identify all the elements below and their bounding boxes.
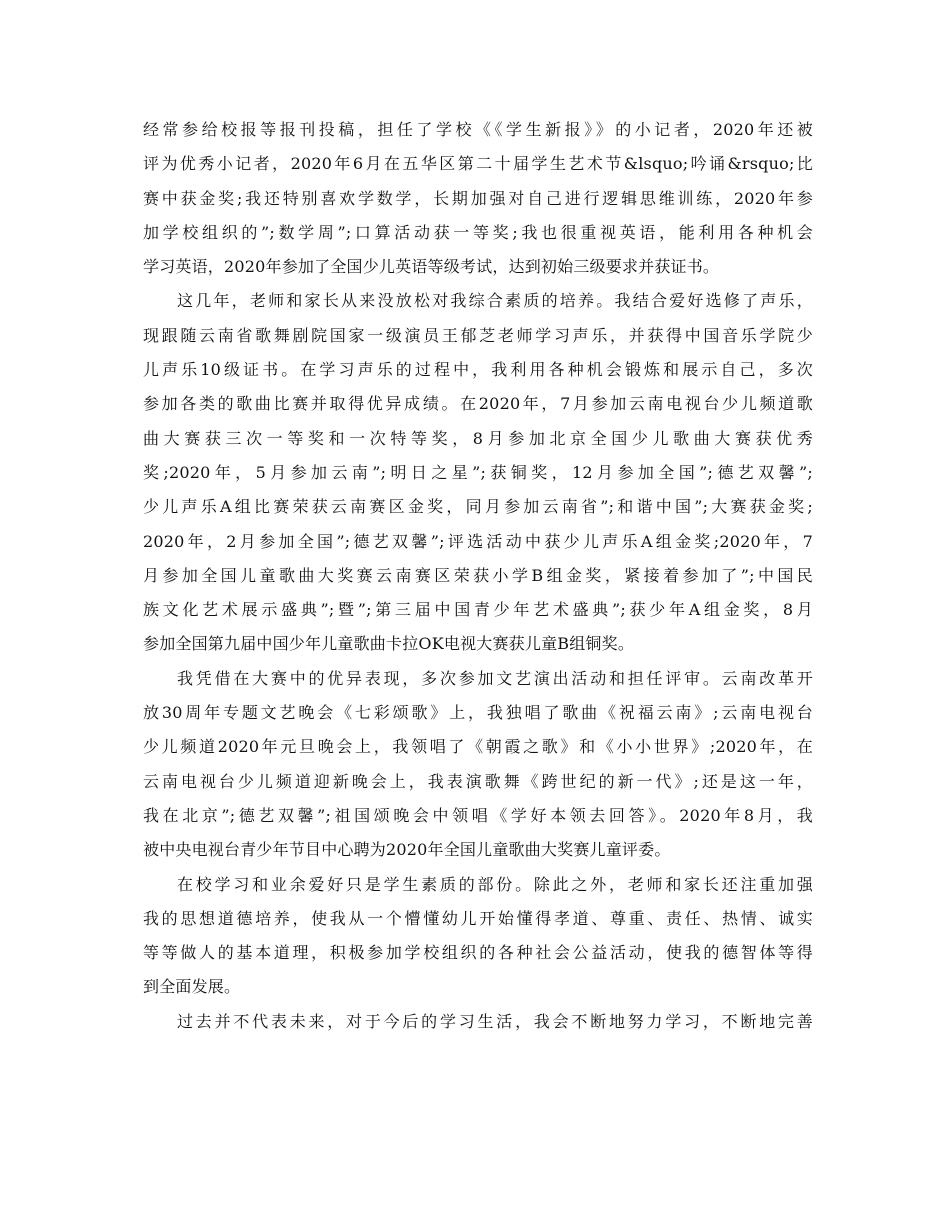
text-line: 被中央电视台青少年节目中心聘为2020年全国儿童歌曲大奖赛儿童评委。: [143, 840, 671, 860]
text-line: 云南电视台少儿频道迎新晚会上，我表演歌舞《跨世纪的新一代》;还是这一年，: [143, 771, 813, 791]
paragraph: [143, 662, 813, 868]
text-line: 族文化艺术展示盛典”;暨”;第三届中国青少年艺术盛典”;获少年A组金奖，8月: [143, 600, 813, 620]
document-body: [143, 113, 813, 1039]
paragraph: [143, 113, 813, 284]
text-line: 经常参给校报等报刊投稿，担任了学校《《学生新报》》的小记者，2020年还被: [143, 120, 813, 139]
paragraph: [143, 868, 813, 1005]
text-line: 儿声乐10级证书。在学习声乐的过程中，我利用各种机会锻炼和展示自己，多次: [143, 360, 813, 380]
text-line: 现跟随云南省歌舞剧院国家一级演员王郁芝老师学习声乐，并获得中国音乐学院少: [143, 325, 813, 345]
text-line: 曲大赛获三次一等奖和一次特等奖，8月参加北京全国少儿歌曲大赛获优秀: [143, 428, 813, 448]
text-line: 奖;2020年，5月参加云南”;明日之星”;获铜奖，12月参加全国”;德艺双馨”;: [143, 462, 813, 482]
text-line: 少儿频道2020年元旦晚会上，我领唱了《朝霞之歌》和《小小世界》;2020年，在: [143, 737, 813, 757]
text-line: 在校学习和业余爱好只是学生素质的部份。除此之外，老师和家长还注重加强: [177, 874, 813, 894]
text-line: 等等做人的基本道理，积极参加学校组织的各种社会公益活动，使我的德智体等得: [143, 943, 813, 963]
text-line: 评为优秀小记者，2020年6月在五华区第二十届学生艺术节&lsquo;吟诵&rsquo;比: [143, 154, 813, 174]
text-line: 参加全国第九届中国少年儿童歌曲卡拉OK电视大赛获儿童B组铜奖。: [143, 634, 635, 654]
text-line: 放30周年专题文艺晚会《七彩颂歌》上，我独唱了歌曲《祝福云南》;云南电视台: [143, 703, 813, 723]
text-line: 加学校组织的”;数学周”;口算活动获一等奖;我也很重视英语，能利用各种机会: [143, 222, 813, 242]
text-line: 月参加全国儿童歌曲大奖赛云南赛区荣获小学B组金奖，紧接着参加了”;中国民: [143, 565, 813, 585]
text-line: 我凭借在大赛中的优异表现，多次参加文艺演出活动和担任评审。云南改革开: [177, 668, 813, 688]
paragraph: [143, 284, 813, 661]
paragraph: [143, 1005, 813, 1039]
text-line: 赛中获金奖;我还特别喜欢学数学，长期加强对自己进行逻辑思维训练，2020年参: [143, 188, 813, 208]
text-line: 2020年，2月参加全国”;德艺双馨”;评选活动中获少儿声乐A组金奖;2020年，7: [143, 531, 813, 551]
text-line: 我在北京”;德艺双馨”;祖国颂晚会中领唱《学好本领去回答》。2020年8月，我: [143, 805, 813, 825]
text-line: 少儿声乐A组比赛荣获云南赛区金奖，同月参加云南省”;和谐中国”;大赛获金奖;: [143, 497, 813, 517]
text-line: 到全面发展。: [143, 977, 241, 997]
text-line: 学习英语，2020年参加了全国少儿英语等级考试，达到初始三级要求并获证书。: [143, 257, 720, 277]
text-line: 过去并不代表未来，对于今后的学习生活，我会不断地努力学习，不断地完善: [177, 1011, 813, 1031]
text-line: 这几年，老师和家长从来没放松对我综合素质的培养。我结合爱好选修了声乐，: [177, 291, 813, 311]
text-line: 参加各类的歌曲比赛并取得优异成绩。在2020年，7月参加云南电视台少儿频道歌: [143, 394, 813, 414]
text-line: 我的思想道德培养，使我从一个懵懂幼儿开始懂得孝道、尊重、责任、热情、诚实: [143, 908, 813, 928]
